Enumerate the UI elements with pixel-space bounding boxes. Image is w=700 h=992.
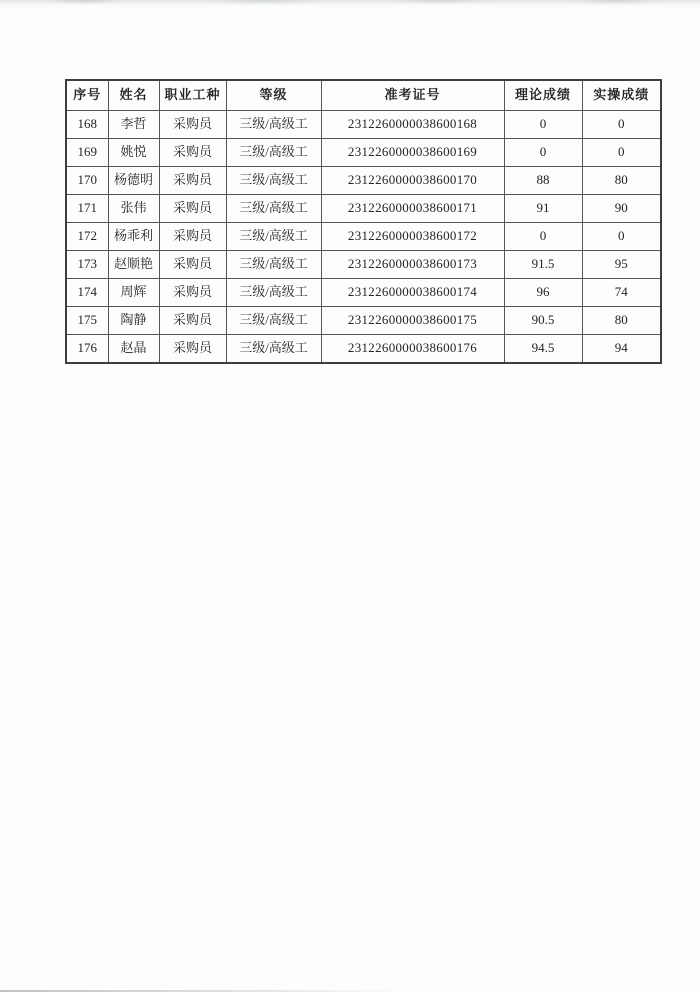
table-row	[66, 167, 661, 195]
cell-name: 赵晶	[108, 335, 159, 364]
cell-theory: 94.5	[504, 335, 582, 364]
cell-level: 三级/高级工	[226, 251, 321, 279]
cell-no: 175	[66, 307, 108, 335]
cell-theory: 0	[504, 111, 582, 139]
header-cell-theory: 理论成绩	[504, 80, 582, 111]
exam-results-table	[65, 79, 662, 364]
cell-ticket: 2312260000038600172	[321, 223, 504, 251]
header-cell-practical: 实操成绩	[582, 80, 661, 111]
table-header-row	[66, 80, 661, 111]
header-cell-name: 姓名	[108, 80, 159, 111]
cell-level: 三级/高级工	[226, 195, 321, 223]
table-row	[66, 251, 661, 279]
cell-no: 171	[66, 195, 108, 223]
cell-theory: 90.5	[504, 307, 582, 335]
cell-theory: 96	[504, 279, 582, 307]
cell-practical: 80	[582, 167, 661, 195]
cell-theory: 88	[504, 167, 582, 195]
cell-no: 168	[66, 111, 108, 139]
table-row	[66, 307, 661, 335]
cell-trade: 采购员	[159, 167, 226, 195]
cell-level: 三级/高级工	[226, 223, 321, 251]
scanner-edge-artifact-top	[0, 0, 700, 9]
cell-theory: 91	[504, 195, 582, 223]
cell-trade: 采购员	[159, 195, 226, 223]
cell-level: 三级/高级工	[226, 139, 321, 167]
cell-ticket: 2312260000038600174	[321, 279, 504, 307]
cell-practical: 95	[582, 251, 661, 279]
cell-no: 170	[66, 167, 108, 195]
cell-ticket: 2312260000038600171	[321, 195, 504, 223]
cell-practical: 0	[582, 111, 661, 139]
cell-ticket: 2312260000038600173	[321, 251, 504, 279]
header-cell-no: 序号	[66, 80, 108, 111]
header-cell-ticket: 准考证号	[321, 80, 504, 111]
cell-practical: 80	[582, 307, 661, 335]
cell-ticket: 2312260000038600169	[321, 139, 504, 167]
cell-trade: 采购员	[159, 223, 226, 251]
cell-no: 172	[66, 223, 108, 251]
cell-name: 张伟	[108, 195, 159, 223]
cell-trade: 采购员	[159, 279, 226, 307]
cell-level: 三级/高级工	[226, 335, 321, 364]
table-row	[66, 279, 661, 307]
cell-practical: 0	[582, 139, 661, 167]
cell-practical: 94	[582, 335, 661, 364]
cell-level: 三级/高级工	[226, 279, 321, 307]
cell-theory: 0	[504, 139, 582, 167]
cell-name: 杨德明	[108, 167, 159, 195]
cell-level: 三级/高级工	[226, 167, 321, 195]
cell-level: 三级/高级工	[226, 307, 321, 335]
cell-no: 174	[66, 279, 108, 307]
table-row	[66, 223, 661, 251]
cell-no: 176	[66, 335, 108, 364]
cell-trade: 采购员	[159, 335, 226, 364]
cell-theory: 0	[504, 223, 582, 251]
table-body	[66, 111, 661, 364]
cell-ticket: 2312260000038600176	[321, 335, 504, 364]
table-row	[66, 139, 661, 167]
table-row	[66, 195, 661, 223]
cell-name: 杨乖利	[108, 223, 159, 251]
header-cell-trade: 职业工种	[159, 80, 226, 111]
cell-practical: 74	[582, 279, 661, 307]
cell-trade: 采购员	[159, 139, 226, 167]
cell-name: 李哲	[108, 111, 159, 139]
cell-no: 173	[66, 251, 108, 279]
cell-trade: 采购员	[159, 111, 226, 139]
table-row	[66, 111, 661, 139]
cell-practical: 0	[582, 223, 661, 251]
cell-name: 姚悦	[108, 139, 159, 167]
cell-name: 赵顺艳	[108, 251, 159, 279]
cell-ticket: 2312260000038600175	[321, 307, 504, 335]
cell-ticket: 2312260000038600168	[321, 111, 504, 139]
cell-practical: 90	[582, 195, 661, 223]
cell-level: 三级/高级工	[226, 111, 321, 139]
cell-no: 169	[66, 139, 108, 167]
table-row	[66, 335, 661, 364]
cell-trade: 采购员	[159, 307, 226, 335]
cell-ticket: 2312260000038600170	[321, 167, 504, 195]
cell-trade: 采购员	[159, 251, 226, 279]
cell-name: 周辉	[108, 279, 159, 307]
cell-theory: 91.5	[504, 251, 582, 279]
cell-name: 陶静	[108, 307, 159, 335]
header-cell-level: 等级	[226, 80, 321, 111]
